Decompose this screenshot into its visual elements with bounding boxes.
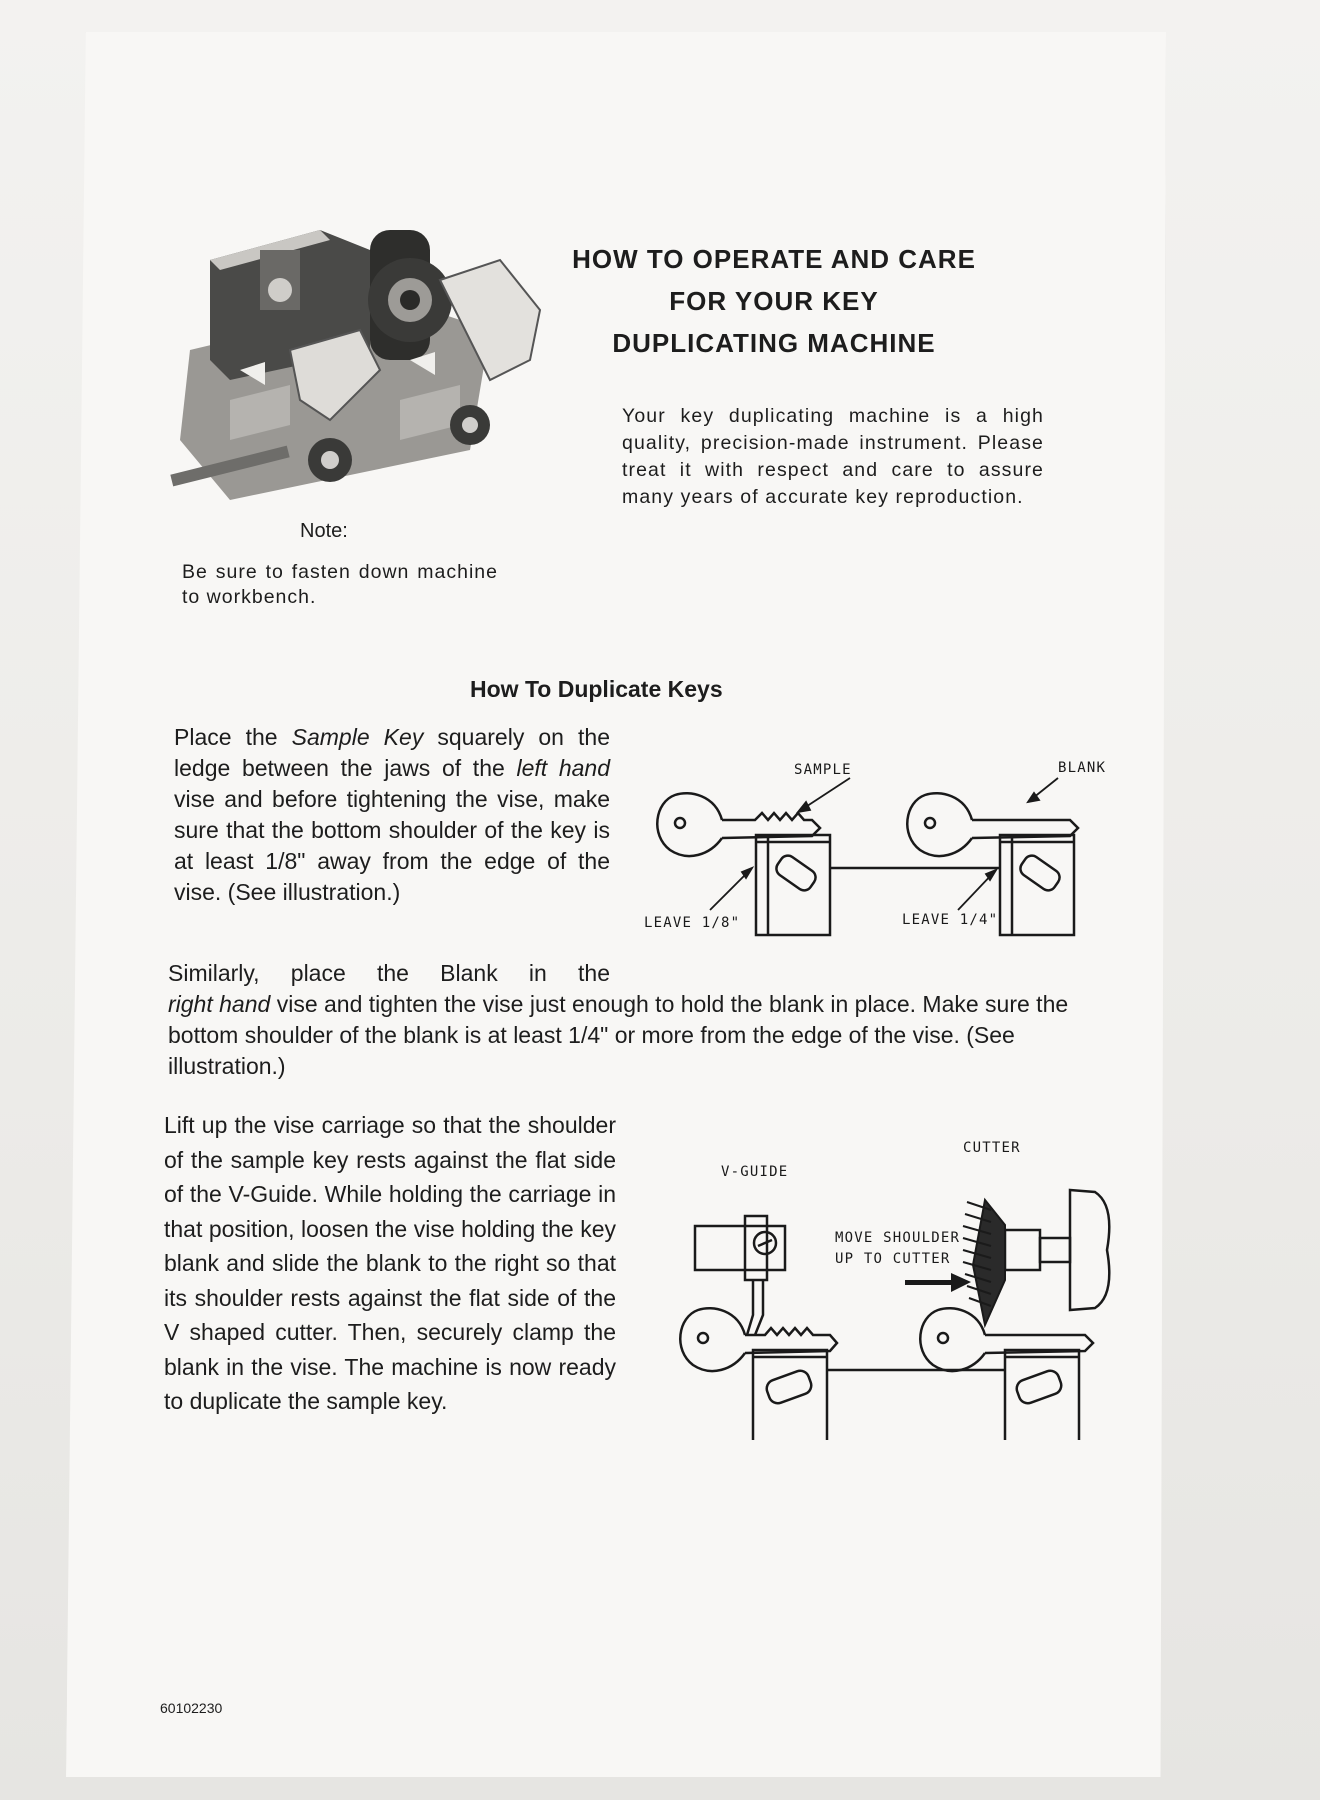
sample-label: SAMPLE (794, 762, 852, 778)
v-guide-label: V-GUIDE (721, 1164, 789, 1180)
para2-line-1: Similarly, place the Blank in the (168, 960, 610, 986)
move-shoulder-label: MOVE SHOULDER (835, 1230, 961, 1246)
v-guide-cutter-diagram (655, 1130, 1125, 1440)
up-to-cutter-label: UP TO CUTTER (835, 1251, 951, 1267)
note-text: Be sure to fasten down machine to workbench. (182, 561, 498, 608)
leave-quarter-label: LEAVE 1/4" (902, 912, 999, 928)
sample-key-term: Sample Key (291, 724, 424, 750)
document-code: 60102230 (160, 1700, 223, 1716)
leave-eighth-label: LEAVE 1/8" (644, 915, 741, 931)
cutter-label: CUTTER (963, 1140, 1021, 1156)
blank-label: BLANK (1058, 760, 1107, 776)
paragraph-blank (168, 958, 1088, 1082)
paragraph-v-guide: Lift up the vise carriage so that the shoulder of the sample key rests against the flat side of the V-Guide. While holding the carriage in that position, loosen the vise holding the key blank and slide the blank to the right so that its shoulder rests against the flat side of the V shaped cutter. Then, securely clamp the blank in the vise. The machine is now ready to duplicate the sample key. (164, 1112, 616, 1414)
title-line-1: HOW TO OPERATE AND CARE (572, 244, 976, 274)
title-line-3: DUPLICATING MACHINE (612, 328, 936, 358)
title-line-2: FOR YOUR KEY (669, 286, 879, 316)
machine-illustration (170, 210, 550, 510)
para2-rest: vise and tighten the vise just enough to hold the blank in place. Make sure the bottom shoulder of the blank is at least 1/4" or more from the edge of the vise. (See illustration.) (168, 991, 1069, 1079)
note-label: Note: (300, 520, 348, 542)
para1-text-b: squarely on the ledge between the jaws of the (174, 724, 610, 781)
paragraph-sample-key (174, 722, 610, 908)
intro-paragraph: Your key duplicating machine is a high quality, precision-made instrument. Please treat it with respect and care to assure many years of accurate key reproduction. (622, 405, 1044, 508)
para1-text-c: vise and before tightening the vise, make sure that the bottom shoulder of the key is at least 1/8" away from the edge of the vise. (See illustration.) (174, 786, 610, 905)
left-hand-term: left hand (516, 755, 610, 781)
vise-spacing-diagram (640, 750, 1107, 950)
para1-text-a: Place the (174, 724, 292, 750)
document-title (544, 238, 1004, 364)
section-title: How To Duplicate Keys (470, 676, 723, 702)
right-hand-term: right hand (168, 991, 271, 1017)
